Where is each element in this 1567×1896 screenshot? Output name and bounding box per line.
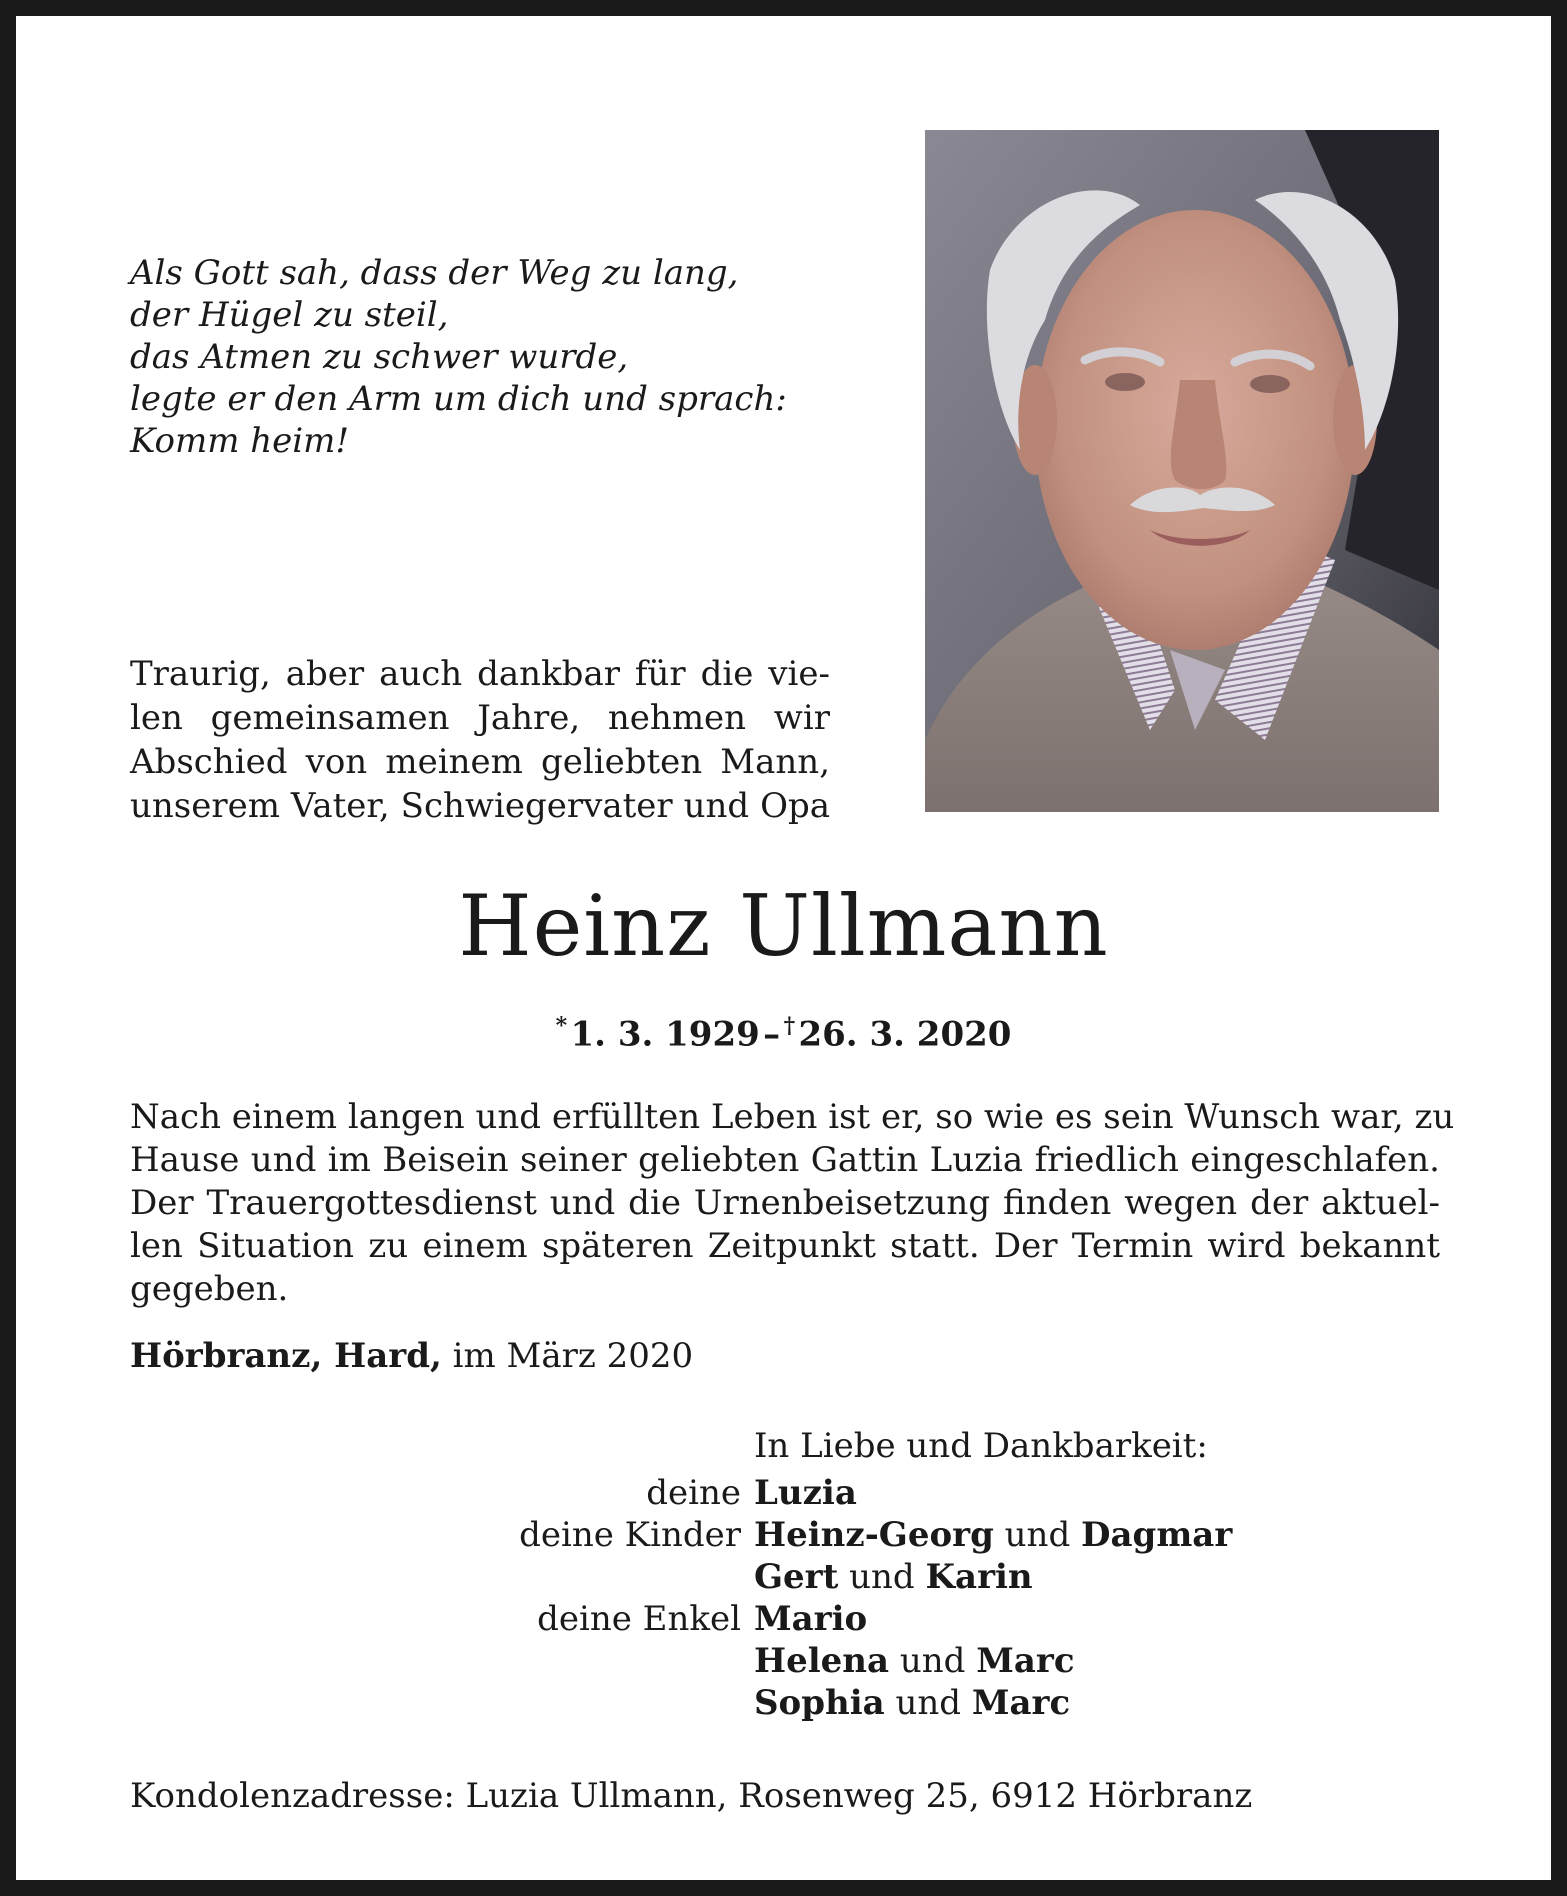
body-line: Hause und im Beisein seiner geliebten Gattin Luzia friedlich eingeschlafen. — [130, 1140, 1440, 1180]
place-date-text: im März 2020 — [452, 1336, 694, 1376]
poem-line: das Atmen zu schwer wurde, — [130, 337, 629, 377]
poem-line: legte er den Arm um dich und sprach: — [130, 379, 787, 419]
date-separator: – — [763, 1014, 781, 1055]
relation-label: deine Kinder — [519, 1515, 741, 1555]
deceased-name: Heinz Ullmann — [458, 877, 1109, 975]
relative-name: Karin — [925, 1557, 1033, 1597]
poem-line: Komm heim! — [130, 421, 350, 461]
relative-name: Mario — [754, 1599, 868, 1639]
relative-names — [754, 1640, 1075, 1682]
family-list — [16, 1472, 1551, 1724]
name-joiner: und — [993, 1515, 1082, 1555]
life-dates — [16, 1004, 1551, 1056]
name-joiner: und — [838, 1557, 926, 1597]
relative-names — [754, 1556, 1033, 1598]
relative-names — [754, 1682, 1070, 1724]
poem-line: Als Gott sah, dass der Weg zu lang, — [130, 253, 739, 293]
intro-line: Abschied von meinem geliebten Mann, — [130, 742, 830, 782]
relative-name: Heinz-Georg — [754, 1515, 994, 1555]
obituary-card — [16, 16, 1551, 1880]
body-line: len Situation zu einem späteren Zeitpunkt statt. Der Termin wird bekannt — [130, 1226, 1440, 1266]
family-row — [16, 1556, 1551, 1598]
name-joiner: und — [889, 1641, 977, 1681]
family-row — [16, 1514, 1551, 1556]
relative-name: Gert — [754, 1557, 839, 1597]
death-date: 26. 3. 2020 — [798, 1014, 1012, 1055]
relative-names — [754, 1472, 857, 1514]
intro-line: len gemeinsamen Jahre, nehmen wir — [130, 698, 830, 738]
relative-name: Dagmar — [1081, 1515, 1233, 1555]
intro-line: unserem Vater, Schwiegervater und Opa — [130, 786, 830, 826]
portrait-photo — [925, 130, 1439, 812]
relative-name: Sophia — [754, 1683, 885, 1723]
body-line: Nach einem langen und erfüllten Leben ist er, so wie es sein Wunsch war, zu — [130, 1097, 1455, 1137]
relative-name: Marc — [971, 1683, 1071, 1723]
relative-name: Marc — [976, 1641, 1075, 1681]
body-text — [130, 1096, 1455, 1311]
place-date — [130, 1334, 693, 1378]
relative-names — [754, 1514, 1232, 1556]
relative-names — [754, 1598, 867, 1640]
family-row — [16, 1682, 1551, 1724]
poem-line: der Hügel zu steil, — [130, 295, 449, 335]
family-row — [16, 1640, 1551, 1682]
birth-date: 1. 3. 1929 — [570, 1014, 760, 1055]
body-line: gegeben. — [130, 1269, 289, 1309]
intro-line: Traurig, aber auch dankbar für die vie- — [130, 654, 830, 694]
portrait-image — [925, 130, 1439, 812]
relative-name: Helena — [754, 1641, 890, 1681]
place-names: Hörbranz, Hard, — [130, 1336, 442, 1376]
relative-name: Luzia — [754, 1473, 857, 1513]
relation-label: deine — [646, 1473, 741, 1513]
intro-text — [130, 652, 830, 828]
condolence-address: Kondolenzadresse: Luzia Ullmann, Rosenweg 25, 6912 Hörbranz — [130, 1776, 1253, 1816]
death-symbol: † — [783, 1013, 796, 1039]
name-joiner: und — [884, 1683, 972, 1723]
closing-line: In Liebe und Dankbarkeit: — [754, 1426, 1208, 1466]
relation-label: deine Enkel — [537, 1599, 741, 1639]
family-row — [16, 1472, 1551, 1514]
body-line: Der Trauergottesdienst und die Urnenbeisetzung finden wegen der aktuel- — [130, 1183, 1440, 1223]
poem — [130, 252, 810, 462]
family-row — [16, 1598, 1551, 1640]
birth-symbol: * — [555, 1013, 568, 1039]
